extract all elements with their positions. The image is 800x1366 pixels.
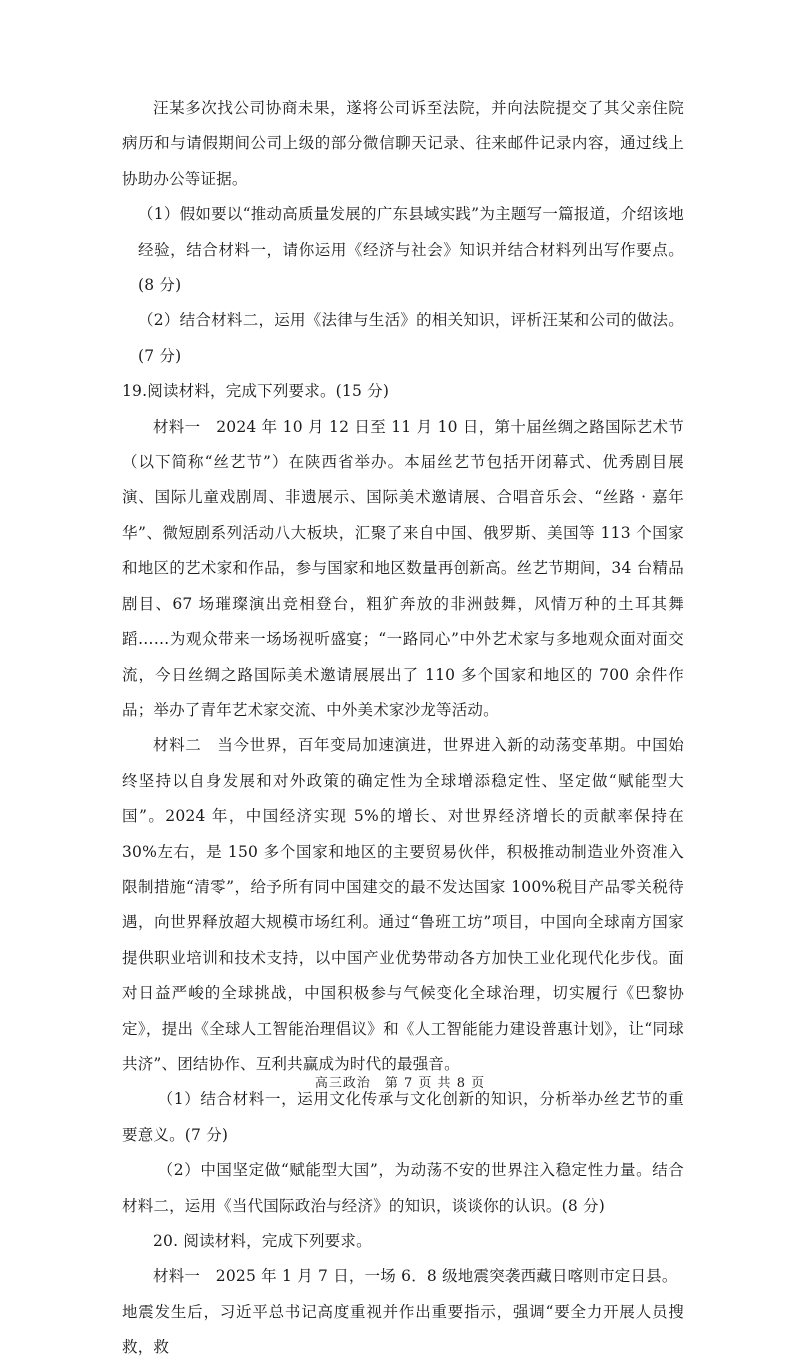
question-20-material-1-continued: 地震发生后，习近平总书记高度重视并作出重要指示，强调“要全力开展人员搜救，救 (122, 1302, 684, 1357)
material-2-paragraph: 材料二 当今世界，百年变局加速演进，世界进入新的动荡变革期。中国始终坚持以自身发展和对外政策的确定性为全球增添稳定性、坚定做“赋能型大国”。2024 年，中国经济实现 5%的增长、对世界经济增长的贡献率保持在 30%左右，是 150 多个国家和地区的主要贸易伙伴，积极推动制造业外资准入限制措施“清零”，给予所有同中国建交的最不发达国家 100%税目产品零关税待遇，向世界释放超大规模市场红利。通过“鲁班工坊”项目，中国向全球南方国家提供职业培训和技术支持，以中国产业优势带动各方加快工业化现代化步伐。面对日益严峻的全球挑战，中国积极参与气候变化全球治理，切实履行《巴黎协定》，提出《全球人工智能治理倡议》和《人工智能能力建设普惠计划》，让“同球共济”、团结协作、互利共赢成为时代的最强音。 (122, 736, 684, 1073)
page-footer: 高三政治 第 7 页 共 8 页 (314, 1076, 486, 1091)
question-18-2: （2）结合材料二，运用《法律与生活》的相关知识，评析汪某和公司的做法。(7 分) (138, 311, 684, 365)
paragraph-case-description: 汪某多次找公司协商未果，遂将公司诉至法院，并向法院提交了其父亲住院病历和与请假期间公司上级的部分微信聊天记录、往来邮件记录内容，通过线上协助办公等证据。 (122, 99, 684, 188)
question-19-heading: 19.阅读材料，完成下列要求。(15 分) (122, 382, 390, 401)
question-20-material-1: 材料一 2025 年 1 月 7 日，一场 6．8 级地震突袭西藏日喀则市定日县。 (153, 1267, 678, 1286)
question-19-1: （1）结合材料一，运用文化传承与文化创新的知识，分析举办丝艺节的重要意义。(7 分) (122, 1090, 684, 1144)
page-body (122, 91, 684, 1366)
question-19-2: （2）中国坚定做“赋能型大国”，为动荡不安的世界注入稳定性力量。结合材料二，运用《当代国际政治与经济》的知识，谈谈你的认识。(8 分) (122, 1161, 684, 1215)
material-1-paragraph: 材料一 2024 年 10 月 12 日至 11 月 10 日，第十届丝绸之路国际艺术节（以下简称“丝艺节”）在陕西省举办。本届丝艺节包括开闭幕式、优秀剧目展演、国际儿童戏剧周、非遗展示、国际美术邀请展、合唱音乐会、“丝路 · 嘉年华”、微短剧系列活动八大板块，汇聚了来自中国、俄罗斯、美国等 113 个国家和地区的艺术家和作品，参与国家和地区数量再创新高。丝艺节期间，34 台精品剧目、67 场璀璨演出竞相登台，粗犷奔放的非洲鼓舞，风情万种的土耳其舞蹈……为观众带来一场场视听盛宴；“一路同心”中外艺术家与多地观众面对面交流，今日丝绸之路国际美术邀请展展出了 110 多个国家和地区的 700 余件作品；举办了青年艺术家交流、中外美术家沙龙等活动。 (122, 417, 684, 719)
question-20-heading: 20. 阅读材料，完成下列要求。 (153, 1232, 372, 1250)
question-18-1: （1）假如要以“推动高质量发展的广东县域实践”为主题写一篇报道，介绍该地经验，结合材料一，请你运用《经济与社会》知识并结合材料列出写作要点。(8 分) (138, 205, 684, 295)
